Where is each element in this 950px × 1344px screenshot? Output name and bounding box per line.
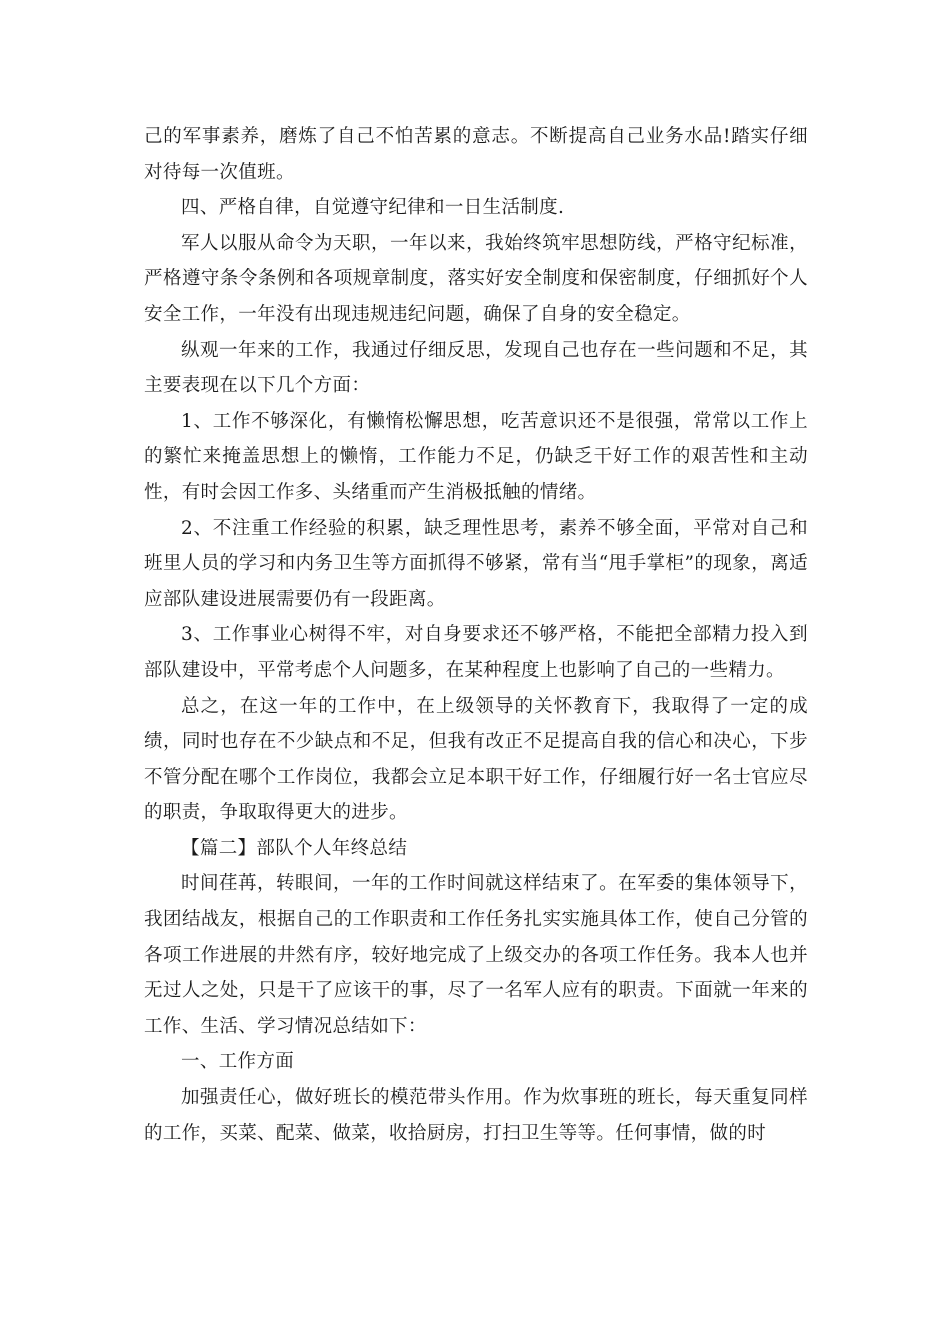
paragraph-shortcoming-1: 1、工作不够深化，有懒惰松懈思想，吃苦意识还不是很强，常常以工作上的繁忙来掩盖思想上的懒惰，工作能力不足，仍缺乏干好工作的艰苦性和主动性，有时会因工作多、头绪重而产生消极抵触的情绪。 — [144, 410, 808, 503]
paragraph-heading-self-discipline: 四、严格自律，自觉遵守纪律和一日生活制度. — [181, 197, 565, 219]
paragraph-heading-work: 一、工作方面 — [181, 1051, 295, 1073]
paragraph-conclusion: 总之，在这一年的工作中，在上级领导的关怀教育下，我取得了一定的成绩，同时也存在不少缺点和不足，但我有改正不足提高自我的信心和决心，下步不管分配在哪个工作岗位，我都会立足本职干好工作，仔细履行好一名士官应尽的职责，争取取得更大的进步。 — [144, 695, 808, 824]
paragraph-part-two-intro: 时间荏苒，转眼间，一年的工作时间就这样结束了。在军委的集体领导下，我团结战友，根据自己的工作职责和工作任务扎实实施具体工作，使自己分管的各项工作进展的井然有序，较好地完成了上级交办的各项工作任务。我本人也并无过人之处，只是干了应该干的事，尽了一名军人应有的职责。下面就一年来的工作、生活、学习情况总结如下： — [144, 873, 808, 1037]
paragraph-shortcoming-3: 3、工作事业心树得不牢，对自身要求还不够严格，不能把全部精力投入到部队建设中，平常考虑个人问题多，在某种程度上也影响了自己的一些精力。 — [144, 624, 808, 681]
paragraph-military-quality: 己的军事素养，磨炼了自己不怕苦累的意志。不断提高自己业务水品!踏实仔细对待每一次值班。 — [144, 126, 808, 183]
section-heading-part-two: 【篇二】部队个人年终总结 — [181, 837, 408, 859]
paragraph-review-shortcomings: 纵观一年来的工作，我通过仔细反思，发现自己也存在一些问题和不足，其主要表现在以下几个方面： — [144, 339, 808, 397]
document-body — [144, 119, 808, 1151]
paragraph-shortcoming-2: 2、不注重工作经验的积累，缺乏理性思考，素养不够全面，平常对自己和班里人员的学习和内务卫生等方面抓得不够紧，常有当“甩手掌柜”的现象，离适应部队建设进展需要仍有一段距离。 — [144, 517, 808, 610]
paragraph-squad-leader: 加强责任心，做好班长的模范带头作用。作为炊事班的班长，每天重复同样的工作，买菜、配菜、做菜，收拾厨房，打扫卫生等等。任何事情，做的时 — [144, 1087, 808, 1144]
paragraph-obey-orders: 军人以服从命令为天职，一年以来，我始终筑牢思想防线，严格守纪标准，严格遵守条令条例和各项规章制度，落实好安全制度和保密制度，仔细抓好个人安全工作，一年没有出现违规违纪问题，确保了自身的安全稳定。 — [144, 232, 808, 325]
